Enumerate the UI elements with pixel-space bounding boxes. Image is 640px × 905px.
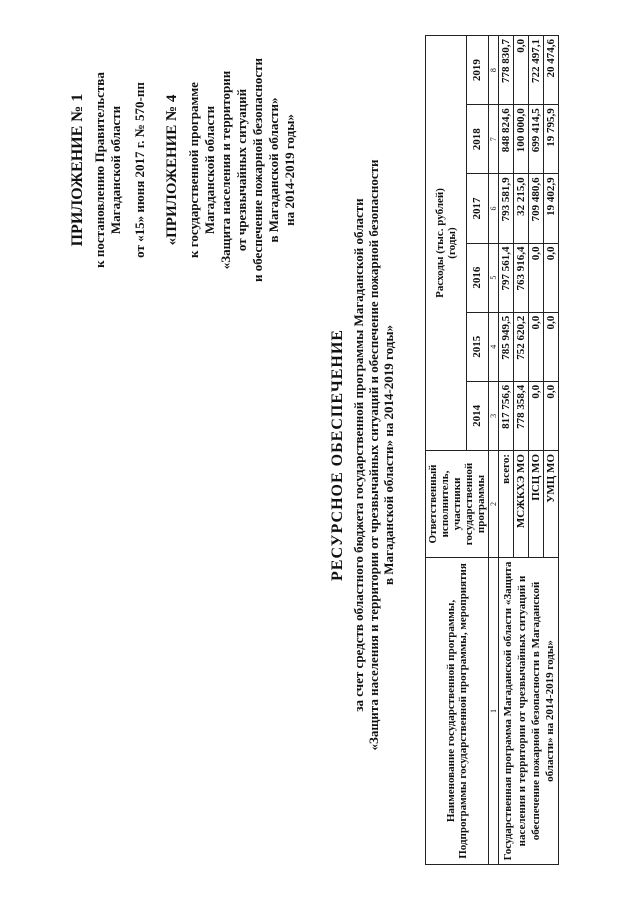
- value-cell: 722 497,1: [529, 36, 544, 105]
- appendix-4-line: к государственной программе: [186, 82, 201, 258]
- column-number: 8: [489, 36, 499, 105]
- appendix-4-line: «Защита населения и территории: [218, 70, 233, 270]
- column-number: 4: [489, 312, 499, 381]
- value-cell: 848 824,6: [499, 105, 514, 174]
- value-cell: 752 620,2: [514, 312, 529, 381]
- value-cell: 785 949,5: [499, 312, 514, 381]
- responsible-cell: всего:: [499, 451, 514, 558]
- column-header-expenses: [426, 36, 467, 451]
- year-header: 2015: [466, 312, 489, 381]
- document-title: [330, 125, 396, 785]
- appendix-4-line: и обеспечение пожарной безопасности: [250, 58, 265, 283]
- value-cell: 817 756,6: [499, 381, 514, 450]
- appendix-4-line: в Магаданской области»: [266, 97, 281, 243]
- appendix-1-line: к постановлению Правительства: [92, 72, 107, 268]
- value-cell: 709 480,6: [529, 174, 544, 243]
- value-cell: 0,0: [514, 36, 529, 105]
- value-cell: 0,0: [544, 312, 559, 381]
- title-line: в Магаданской области» на 2014-2019 годы»: [381, 325, 396, 585]
- value-cell: 793 581,9: [499, 174, 514, 243]
- title-line: «Защита населения и территории от чрезвычайных ситуаций и обеспечение пожарной безопасности: [366, 159, 381, 751]
- expenses-label: Расходы (тыс. рублей): [433, 188, 446, 298]
- value-cell: 100 000,0: [514, 105, 529, 174]
- column-number: 6: [489, 174, 499, 243]
- years-label: (годы): [445, 227, 458, 259]
- column-header-responsible: Ответственный исполнитель, участники государственной программы: [426, 451, 489, 558]
- program-name-cell: Государственная программа Магаданской области «Защита населения и территории от чрезвычайных ситуаций и обеспечение пожарной безопасности в Магаданской области» на 2014-2019 годы»: [499, 558, 559, 865]
- value-cell: 778 358,4: [514, 381, 529, 450]
- value-cell: 763 916,4: [514, 243, 529, 312]
- page-title: РЕСУРСНОЕ ОБЕСПЕЧЕНИЕ: [329, 329, 346, 581]
- year-header: 2019: [466, 36, 489, 105]
- column-number: 1: [489, 558, 499, 865]
- value-cell: 20 474,6: [544, 36, 559, 105]
- value-cell: 0,0: [529, 243, 544, 312]
- value-cell: 19 795,9: [544, 105, 559, 174]
- value-cell: 0,0: [529, 381, 544, 450]
- column-header-name: Наименование государственной программы, Подпрограммы государственной программы, мероприятия: [426, 558, 489, 865]
- value-cell: 0,0: [529, 312, 544, 381]
- appendix-4-line: на 2014-2019 годы»: [282, 114, 297, 226]
- column-number: 3: [489, 381, 499, 450]
- year-header: 2017: [466, 174, 489, 243]
- appendix-4-line: от чрезвычайных ситуаций: [234, 88, 249, 252]
- year-header: 2014: [466, 381, 489, 450]
- value-cell: 19 402,9: [544, 174, 559, 243]
- column-number: 2: [489, 451, 499, 558]
- value-cell: 797 561,4: [499, 243, 514, 312]
- resources-table: [425, 35, 559, 865]
- appendix-4-title: «ПРИЛОЖЕНИЕ № 4: [164, 94, 180, 246]
- value-cell: 32 215,0: [514, 174, 529, 243]
- appendix-1-date: от «15» июня 2017 г. № 570-пп: [132, 82, 147, 258]
- value-cell: 0,0: [544, 243, 559, 312]
- appendix-4-line: Магаданской области: [202, 105, 217, 235]
- year-header: 2016: [466, 243, 489, 312]
- appendix-1-line: Магаданской области: [108, 105, 123, 235]
- responsible-cell: ПСЦ МО: [529, 451, 544, 558]
- value-cell: 699 414,5: [529, 105, 544, 174]
- appendix-1-title: ПРИЛОЖЕНИЕ № 1: [69, 93, 86, 247]
- title-line: за счет средств областного бюджета государственной программы Магаданской области: [351, 198, 366, 712]
- year-header: 2018: [466, 105, 489, 174]
- responsible-cell: МСЖКХЭ МО: [514, 451, 529, 558]
- appendix-header: [70, 55, 298, 285]
- value-cell: 778 830,7: [499, 36, 514, 105]
- value-cell: 0,0: [544, 381, 559, 450]
- responsible-cell: УМЦ МО: [544, 451, 559, 558]
- column-number: 5: [489, 243, 499, 312]
- table-row: [499, 36, 514, 865]
- column-number: 7: [489, 105, 499, 174]
